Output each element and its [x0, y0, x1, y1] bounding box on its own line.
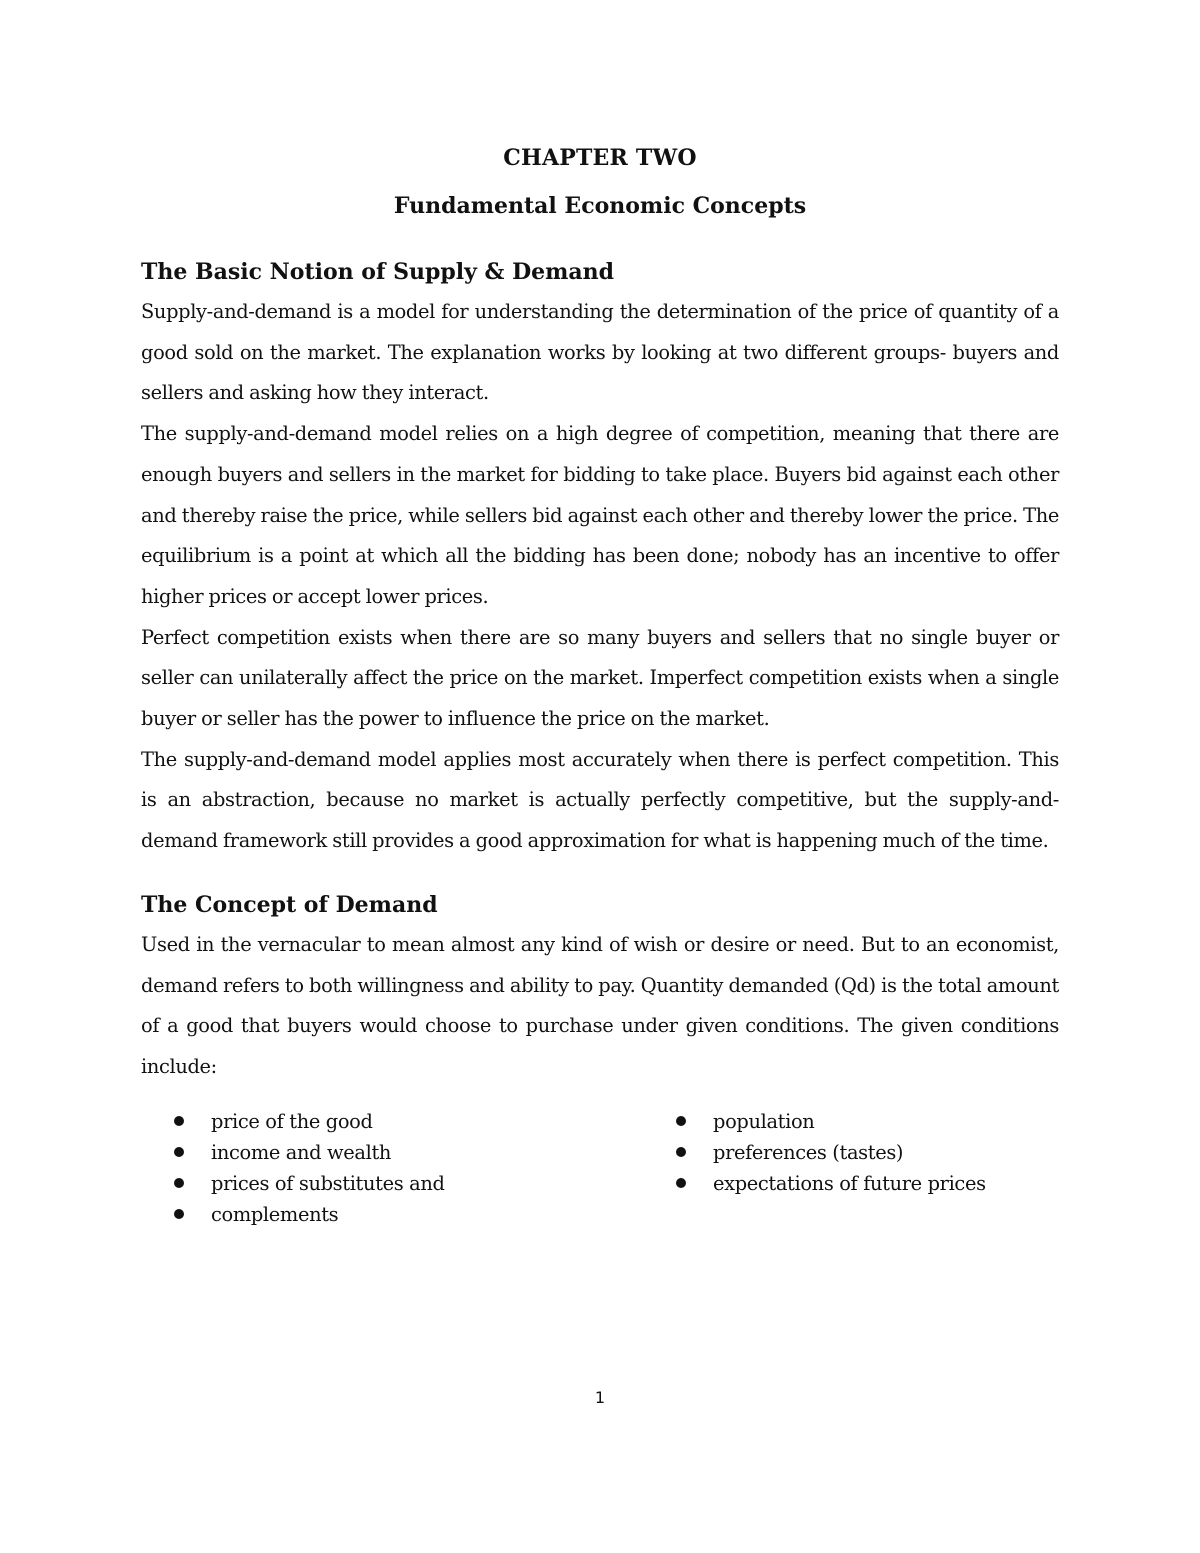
conditions-list-left	[171, 1106, 445, 1230]
list-item-text: preferences (tastes)	[713, 1140, 904, 1164]
bullet-icon	[174, 1209, 184, 1219]
list-item-text: expectations of future prices	[713, 1171, 986, 1195]
list-item	[673, 1168, 986, 1199]
list-item	[171, 1106, 445, 1137]
list-item-text: population	[713, 1109, 815, 1133]
section-heading-demand: The Concept of Demand	[141, 891, 438, 918]
bullet-icon	[676, 1116, 686, 1126]
list-item	[673, 1137, 986, 1168]
list-item-text: price of the good	[211, 1109, 373, 1133]
paragraph: Perfect competition exists when there are so many buyers and sellers that no single buyer or seller can unilaterally affect the price on the market. Imperfect competition exists when a single buyer or seller has the power to influence the price on the market.	[141, 625, 1059, 731]
list-item	[171, 1168, 445, 1199]
conditions-list	[141, 1106, 1059, 1236]
paragraph: Used in the vernacular to mean almost any kind of wish or desire or need. But to an economist, demand refers to both willingness and ability to pay. Quantity demanded (Qd) is the total amount of a good that buyers would choose to purchase under given conditions. The given conditions include:	[141, 932, 1059, 1078]
chapter-number: CHAPTER TWO	[503, 145, 697, 171]
chapter-title: Fundamental Economic Concepts	[393, 193, 807, 219]
list-item	[673, 1106, 986, 1137]
list-item-text: income and wealth	[211, 1140, 392, 1164]
list-item-text: prices of substitutes and	[211, 1171, 445, 1195]
bullet-icon	[676, 1147, 686, 1157]
bullet-icon	[174, 1147, 184, 1157]
list-item	[171, 1137, 445, 1168]
bullet-icon	[174, 1116, 184, 1126]
bullet-icon	[676, 1178, 686, 1188]
conditions-list-right	[673, 1106, 986, 1199]
bullet-icon	[174, 1178, 184, 1188]
paragraph: Supply-and-demand is a model for understanding the determination of the price of quantity of a good sold on the market. The explanation works by looking at two different groups- buyers and sellers and asking how they interact.	[141, 300, 1059, 405]
list-item	[171, 1199, 445, 1230]
paragraph: The supply-and-demand model relies on a high degree of competition, meaning that there are enough buyers and sellers in the market for bidding to take place. Buyers bid against each other and thereby raise the price, while sellers bid against each other and thereby lower the price. The equilibrium is a point at which all the bidding has been done; nobody has an incentive to offer higher prices or accept lower prices.	[141, 422, 1059, 608]
section-heading-supply-demand: The Basic Notion of Supply & Demand	[141, 259, 615, 285]
paragraph: The supply-and-demand model applies most accurately when there is perfect competition. This is an abstraction, because no market is actually perfectly competitive, but the supply-and-demand framework still provides a good approximation for what is happening much of the time.	[141, 747, 1059, 853]
page-number: 1	[594, 1388, 606, 1407]
page-content	[141, 138, 1059, 1236]
list-item-text: complements	[211, 1202, 339, 1226]
